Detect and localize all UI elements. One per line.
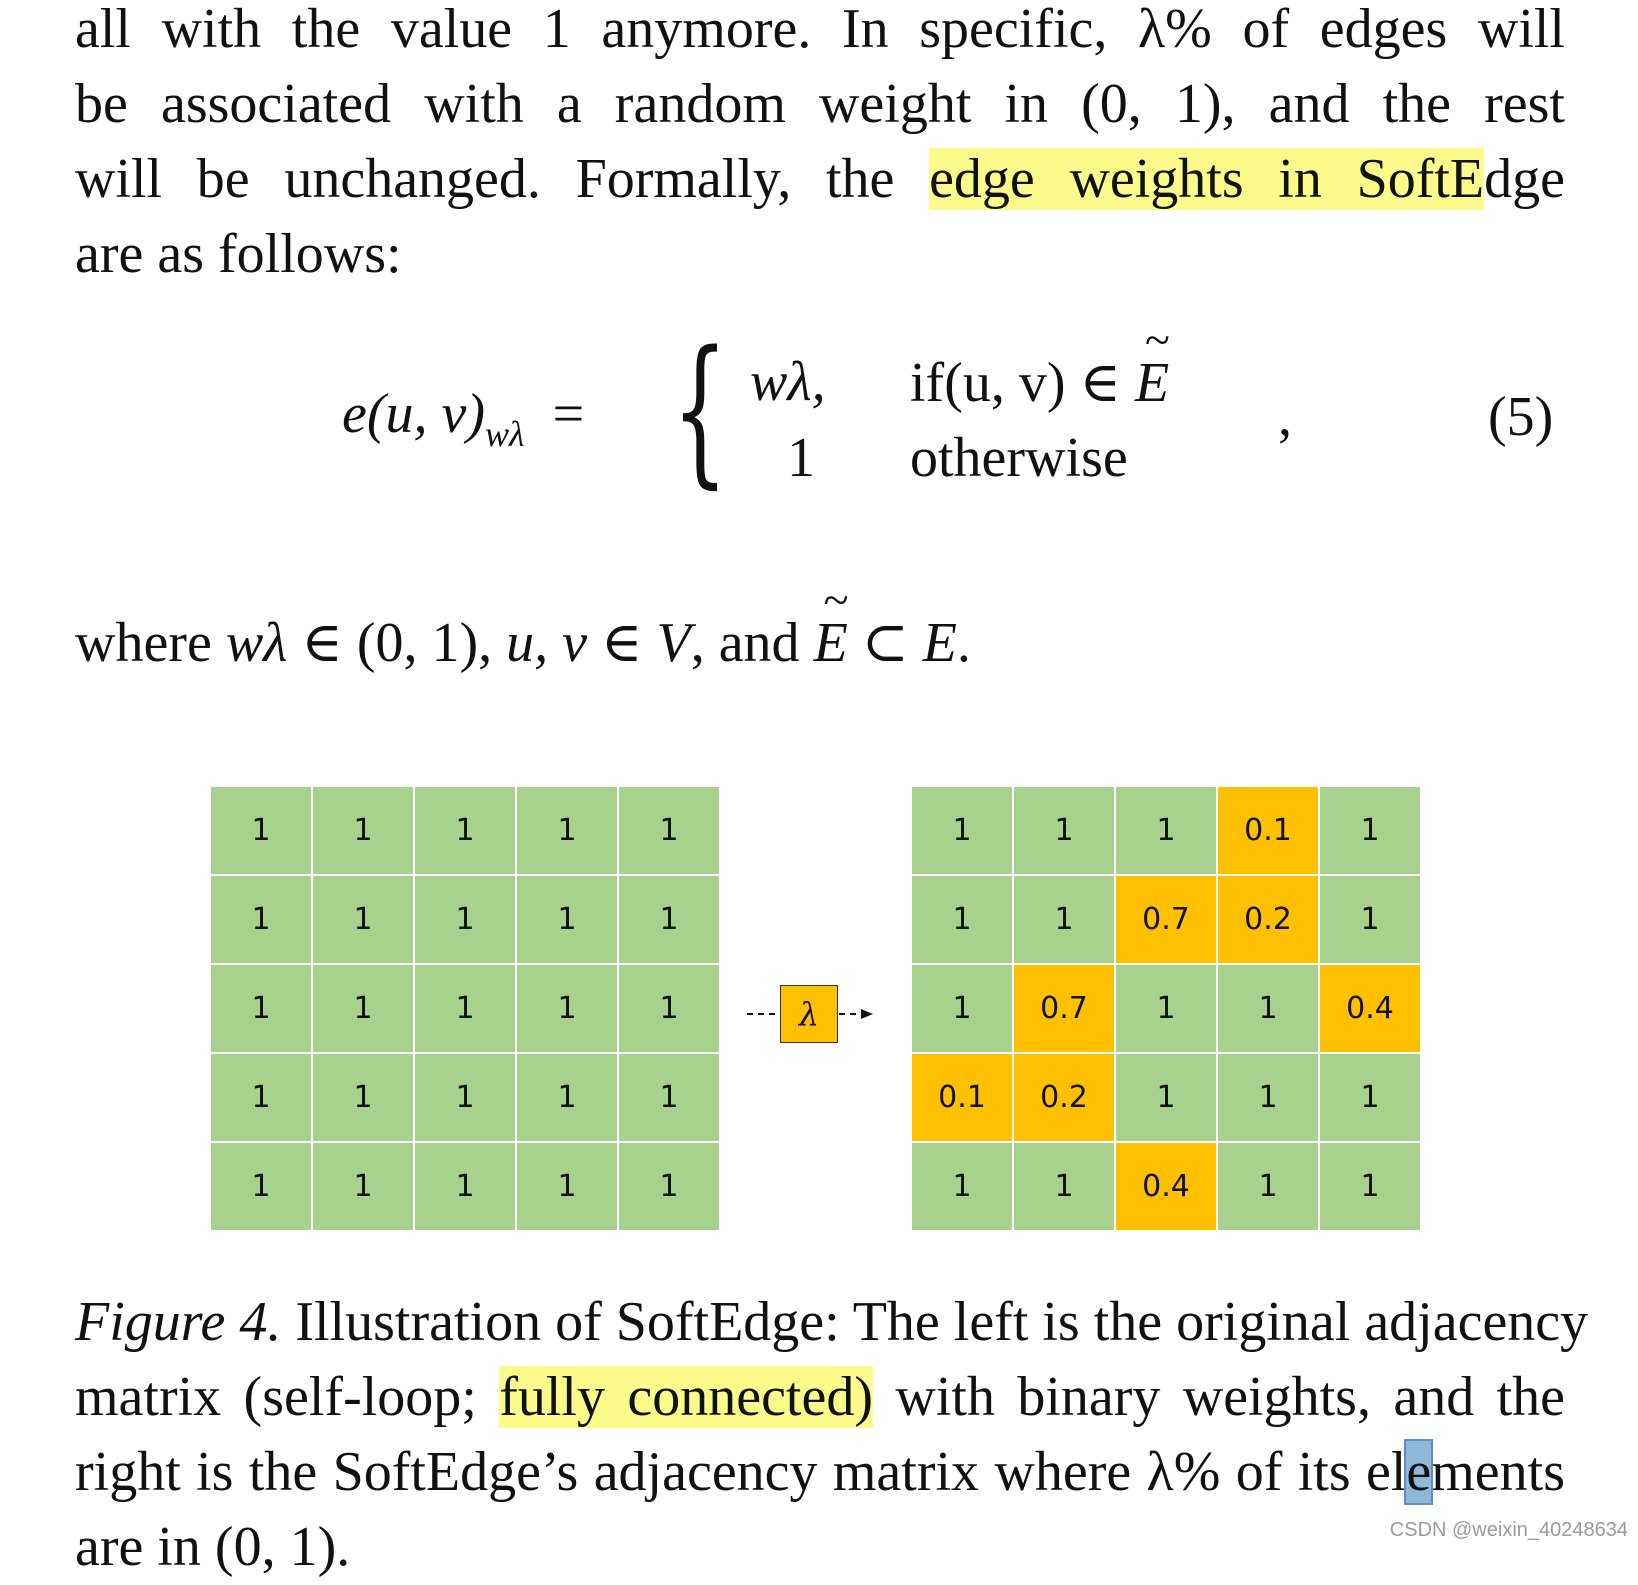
left-matrix-cell-r5c1: 1 xyxy=(211,1143,311,1230)
where-E: E xyxy=(922,612,957,674)
left-matrix-cell-r3c4: 1 xyxy=(517,965,617,1052)
right-matrix-cell-r1c4: 0.1 xyxy=(1218,787,1318,874)
left-matrix-cell-r2c5: 1 xyxy=(619,876,719,963)
right-matrix-cell-r5c3: 0.4 xyxy=(1116,1143,1216,1230)
left-matrix-cell-r5c4: 1 xyxy=(517,1143,617,1230)
right-matrix-cell-r1c5: 1 xyxy=(1320,787,1420,874)
right-matrix-cell-r3c4: 1 xyxy=(1218,965,1318,1052)
left-matrix-cell-r4c2: 1 xyxy=(313,1054,413,1141)
left-matrix-cell-r1c1: 1 xyxy=(211,787,311,874)
where-prefix: where xyxy=(75,612,226,674)
where-range: ∈ (0, 1), xyxy=(287,612,507,674)
left-matrix-cell-r4c4: 1 xyxy=(517,1054,617,1141)
left-matrix-cell-r1c3: 1 xyxy=(415,787,515,874)
right-matrix-cell-r1c3: 1 xyxy=(1116,787,1216,874)
intro-line-2: be associated with a random weight in (0, 1), and the rest xyxy=(75,73,1565,135)
left-matrix-cell-r4c5: 1 xyxy=(619,1054,719,1141)
left-matrix-cell-r5c5: 1 xyxy=(619,1143,719,1230)
right-matrix-cell-r3c2: 0.7 xyxy=(1014,965,1114,1052)
case-1-condition xyxy=(910,350,1169,415)
text-selection[interactable]: e xyxy=(1406,1441,1432,1503)
intro-line-3-tail: dge xyxy=(1484,148,1566,210)
where-w-lambda: wλ xyxy=(225,612,288,674)
right-matrix-cell-r5c5: 1 xyxy=(1320,1143,1420,1230)
right-matrix-cell-r5c4: 1 xyxy=(1218,1143,1318,1230)
left-matrix-cell-r3c3: 1 xyxy=(415,965,515,1052)
caption-line-2 xyxy=(75,1360,1565,1435)
right-matrix-cell-r3c3: 1 xyxy=(1116,965,1216,1052)
caption-line-1 xyxy=(75,1285,1589,1360)
equation-number: (5) xyxy=(1488,386,1554,448)
right-matrix-cell-r4c2: 0.2 xyxy=(1014,1054,1114,1141)
left-adjacency-matrix xyxy=(211,787,719,1230)
left-matrix-cell-r3c5: 1 xyxy=(619,965,719,1052)
left-matrix-cell-r5c2: 1 xyxy=(313,1143,413,1230)
equation-trailing-comma: , xyxy=(1278,386,1292,448)
caption-line-3-tail: ments xyxy=(1431,1441,1565,1503)
right-matrix-cell-r5c1: 1 xyxy=(912,1143,1012,1230)
intro-line-4: are as follows: xyxy=(75,223,402,285)
right-matrix-cell-r2c5: 1 xyxy=(1320,876,1420,963)
case-1-value: wλ, xyxy=(750,351,826,413)
where-in: ∈ xyxy=(587,612,657,674)
equation-5 xyxy=(0,316,1638,510)
case-2-condition: otherwise xyxy=(910,427,1128,489)
right-matrix-cell-r3c5: 0.4 xyxy=(1320,965,1420,1052)
where-and: , and xyxy=(690,612,814,674)
csdn-watermark: CSDN @weixin_40248634 xyxy=(1389,1519,1628,1541)
where-line xyxy=(75,610,971,675)
caption-line-1-text: Illustration of SoftEdge: The left is the original adjacency xyxy=(281,1291,1589,1353)
case-1-condition-text: if(u, v) ∈ xyxy=(910,352,1135,414)
caption-line-4: are in (0, 1). xyxy=(75,1516,351,1578)
caption-label: Figure 4. xyxy=(75,1291,282,1353)
equation-lhs-subscript: wλ xyxy=(485,414,525,454)
equals-sign: = xyxy=(552,383,585,445)
caption-line-2-text: matrix (self-loop; xyxy=(75,1366,500,1428)
caption-line-2-tail: with binary weights, and the xyxy=(873,1366,1565,1428)
left-matrix-cell-r2c3: 1 xyxy=(415,876,515,963)
left-matrix-cell-r1c2: 1 xyxy=(313,787,413,874)
left-matrix-cell-r2c2: 1 xyxy=(313,876,413,963)
caption-line-3 xyxy=(75,1435,1565,1510)
left-matrix-cell-r2c1: 1 xyxy=(211,876,311,963)
right-matrix-cell-r4c1: 0.1 xyxy=(912,1054,1012,1141)
right-matrix-cell-r1c1: 1 xyxy=(912,787,1012,874)
equation-lhs xyxy=(342,382,584,455)
lambda-operator-box: λ xyxy=(780,985,838,1043)
right-matrix-cell-r2c4: 0.2 xyxy=(1218,876,1318,963)
right-matrix-cell-r4c5: 1 xyxy=(1320,1054,1420,1141)
right-matrix-cell-r5c2: 1 xyxy=(1014,1143,1114,1230)
highlight-fully-connected[interactable]: fully connected) xyxy=(499,1366,873,1428)
right-matrix-cell-r2c3: 0.7 xyxy=(1116,876,1216,963)
left-matrix-cell-r4c1: 1 xyxy=(211,1054,311,1141)
intro-line-3-text: will be unchanged. Formally, the xyxy=(75,148,930,210)
where-V: V xyxy=(656,612,691,674)
figure-4-caption xyxy=(75,1285,1589,1585)
left-matrix-cell-r1c5: 1 xyxy=(619,787,719,874)
intro-paragraph xyxy=(75,0,1565,292)
right-matrix-cell-r1c2: 1 xyxy=(1014,787,1114,874)
where-period: . xyxy=(956,612,971,674)
right-matrix-cell-r2c2: 1 xyxy=(1014,876,1114,963)
left-matrix-cell-r3c2: 1 xyxy=(313,965,413,1052)
right-matrix-cell-r4c3: 1 xyxy=(1116,1054,1216,1141)
left-brace: { xyxy=(672,316,728,503)
left-matrix-cell-r3c1: 1 xyxy=(211,965,311,1052)
right-matrix-cell-r3c1: 1 xyxy=(912,965,1012,1052)
e-tilde-symbol: ~ E xyxy=(1135,351,1169,415)
left-matrix-cell-r1c4: 1 xyxy=(517,787,617,874)
right-matrix-cell-r4c4: 1 xyxy=(1218,1054,1318,1141)
case-2-value: 1 xyxy=(787,427,815,489)
intro-line-1: all with the value 1 anymore. In specific, λ% of edges will xyxy=(75,0,1565,60)
where-E-tilde: ~ E xyxy=(814,611,848,675)
right-adjacency-matrix xyxy=(912,787,1420,1230)
equation-lhs-expr: e(u, v) xyxy=(342,383,486,445)
highlight-edge-weights[interactable]: edge weights in SoftE xyxy=(929,148,1485,210)
left-matrix-cell-r5c3: 1 xyxy=(415,1143,515,1230)
where-subset: ⊂ xyxy=(847,612,923,674)
where-uv: u, v xyxy=(506,612,588,674)
intro-line-3 xyxy=(75,142,1565,217)
caption-line-3-text: right is the SoftEdge’s adjacency matrix where λ% of its el xyxy=(75,1441,1407,1503)
left-matrix-cell-r2c4: 1 xyxy=(517,876,617,963)
left-matrix-cell-r4c3: 1 xyxy=(415,1054,515,1141)
right-matrix-cell-r2c1: 1 xyxy=(912,876,1012,963)
